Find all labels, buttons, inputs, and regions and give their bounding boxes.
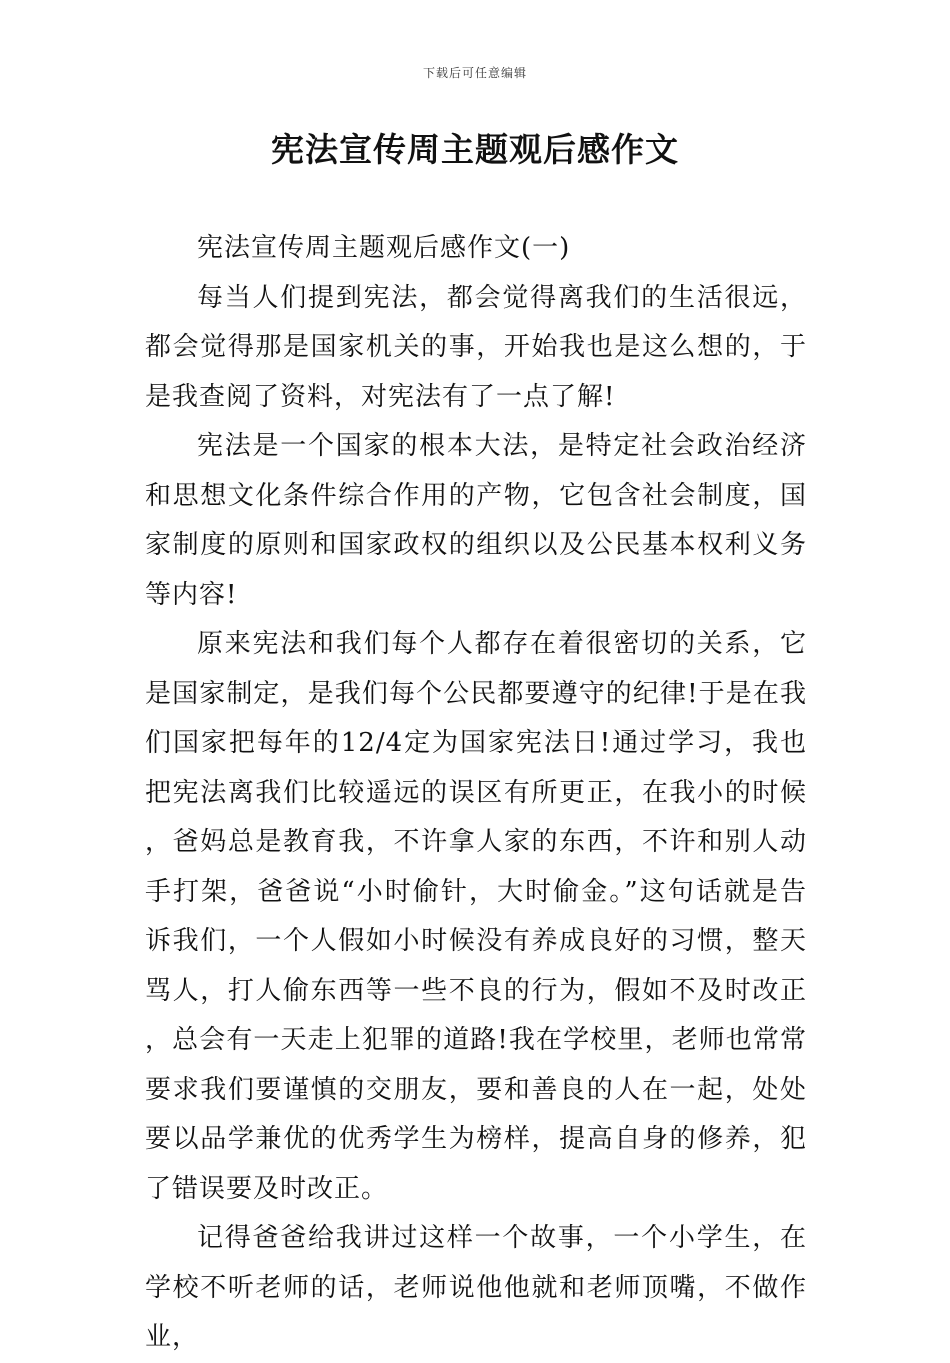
header-note: 下载后可任意编辑 xyxy=(422,66,527,80)
paragraph: 原来宪法和我们每个人都存在着很密切的关系，它是国家制定，是我们每个公民都要遵守的纪律!于是在我们国家把每年的12/4定为国家宪法日!通过学习，我也把宪法离我们比较遥远的误区有所更正，在我小的时候，爸妈总是教育我，不许拿人家的东西，不许和别人动手打架，爸爸说“小时偷针，大时偷金。”这句话就是告诉我们，一个人假如小时候没有养成良好的习惯，整天骂人，打人偷东西等一些不良的行为，假如不及时改正，总会有一天走上犯罪的道路!我在学校里，老师也常常要求我们要谨慎的交朋友，要和善良的人在一起，处处要以品学兼优的优秀学生为榜样，提高自身的修养，犯了错误要及时改正。 xyxy=(145,629,807,1204)
document-body xyxy=(145,224,807,1363)
paragraph: 记得爸爸给我讲过这样一个故事，一个小学生，在学校不听老师的话，老师说他他就和老师顶嘴，不做作业， xyxy=(145,1223,807,1352)
document-title: 宪法宣传周主题观后感作文 xyxy=(271,130,679,169)
section-heading: 宪法宣传周主题观后感作文(一) xyxy=(197,233,571,263)
paragraph: 宪法是一个国家的根本大法，是特定社会政治经济和思想文化条件综合作用的产物，它包含社会制度，国家制度的原则和国家政权的组织以及公民基本权利义务等内容! xyxy=(145,431,807,610)
paragraph: 每当人们提到宪法，都会觉得离我们的生活很远，都会觉得那是国家机关的事，开始我也是这么想的，于是我查阅了资料，对宪法有了一点了解! xyxy=(145,282,807,412)
